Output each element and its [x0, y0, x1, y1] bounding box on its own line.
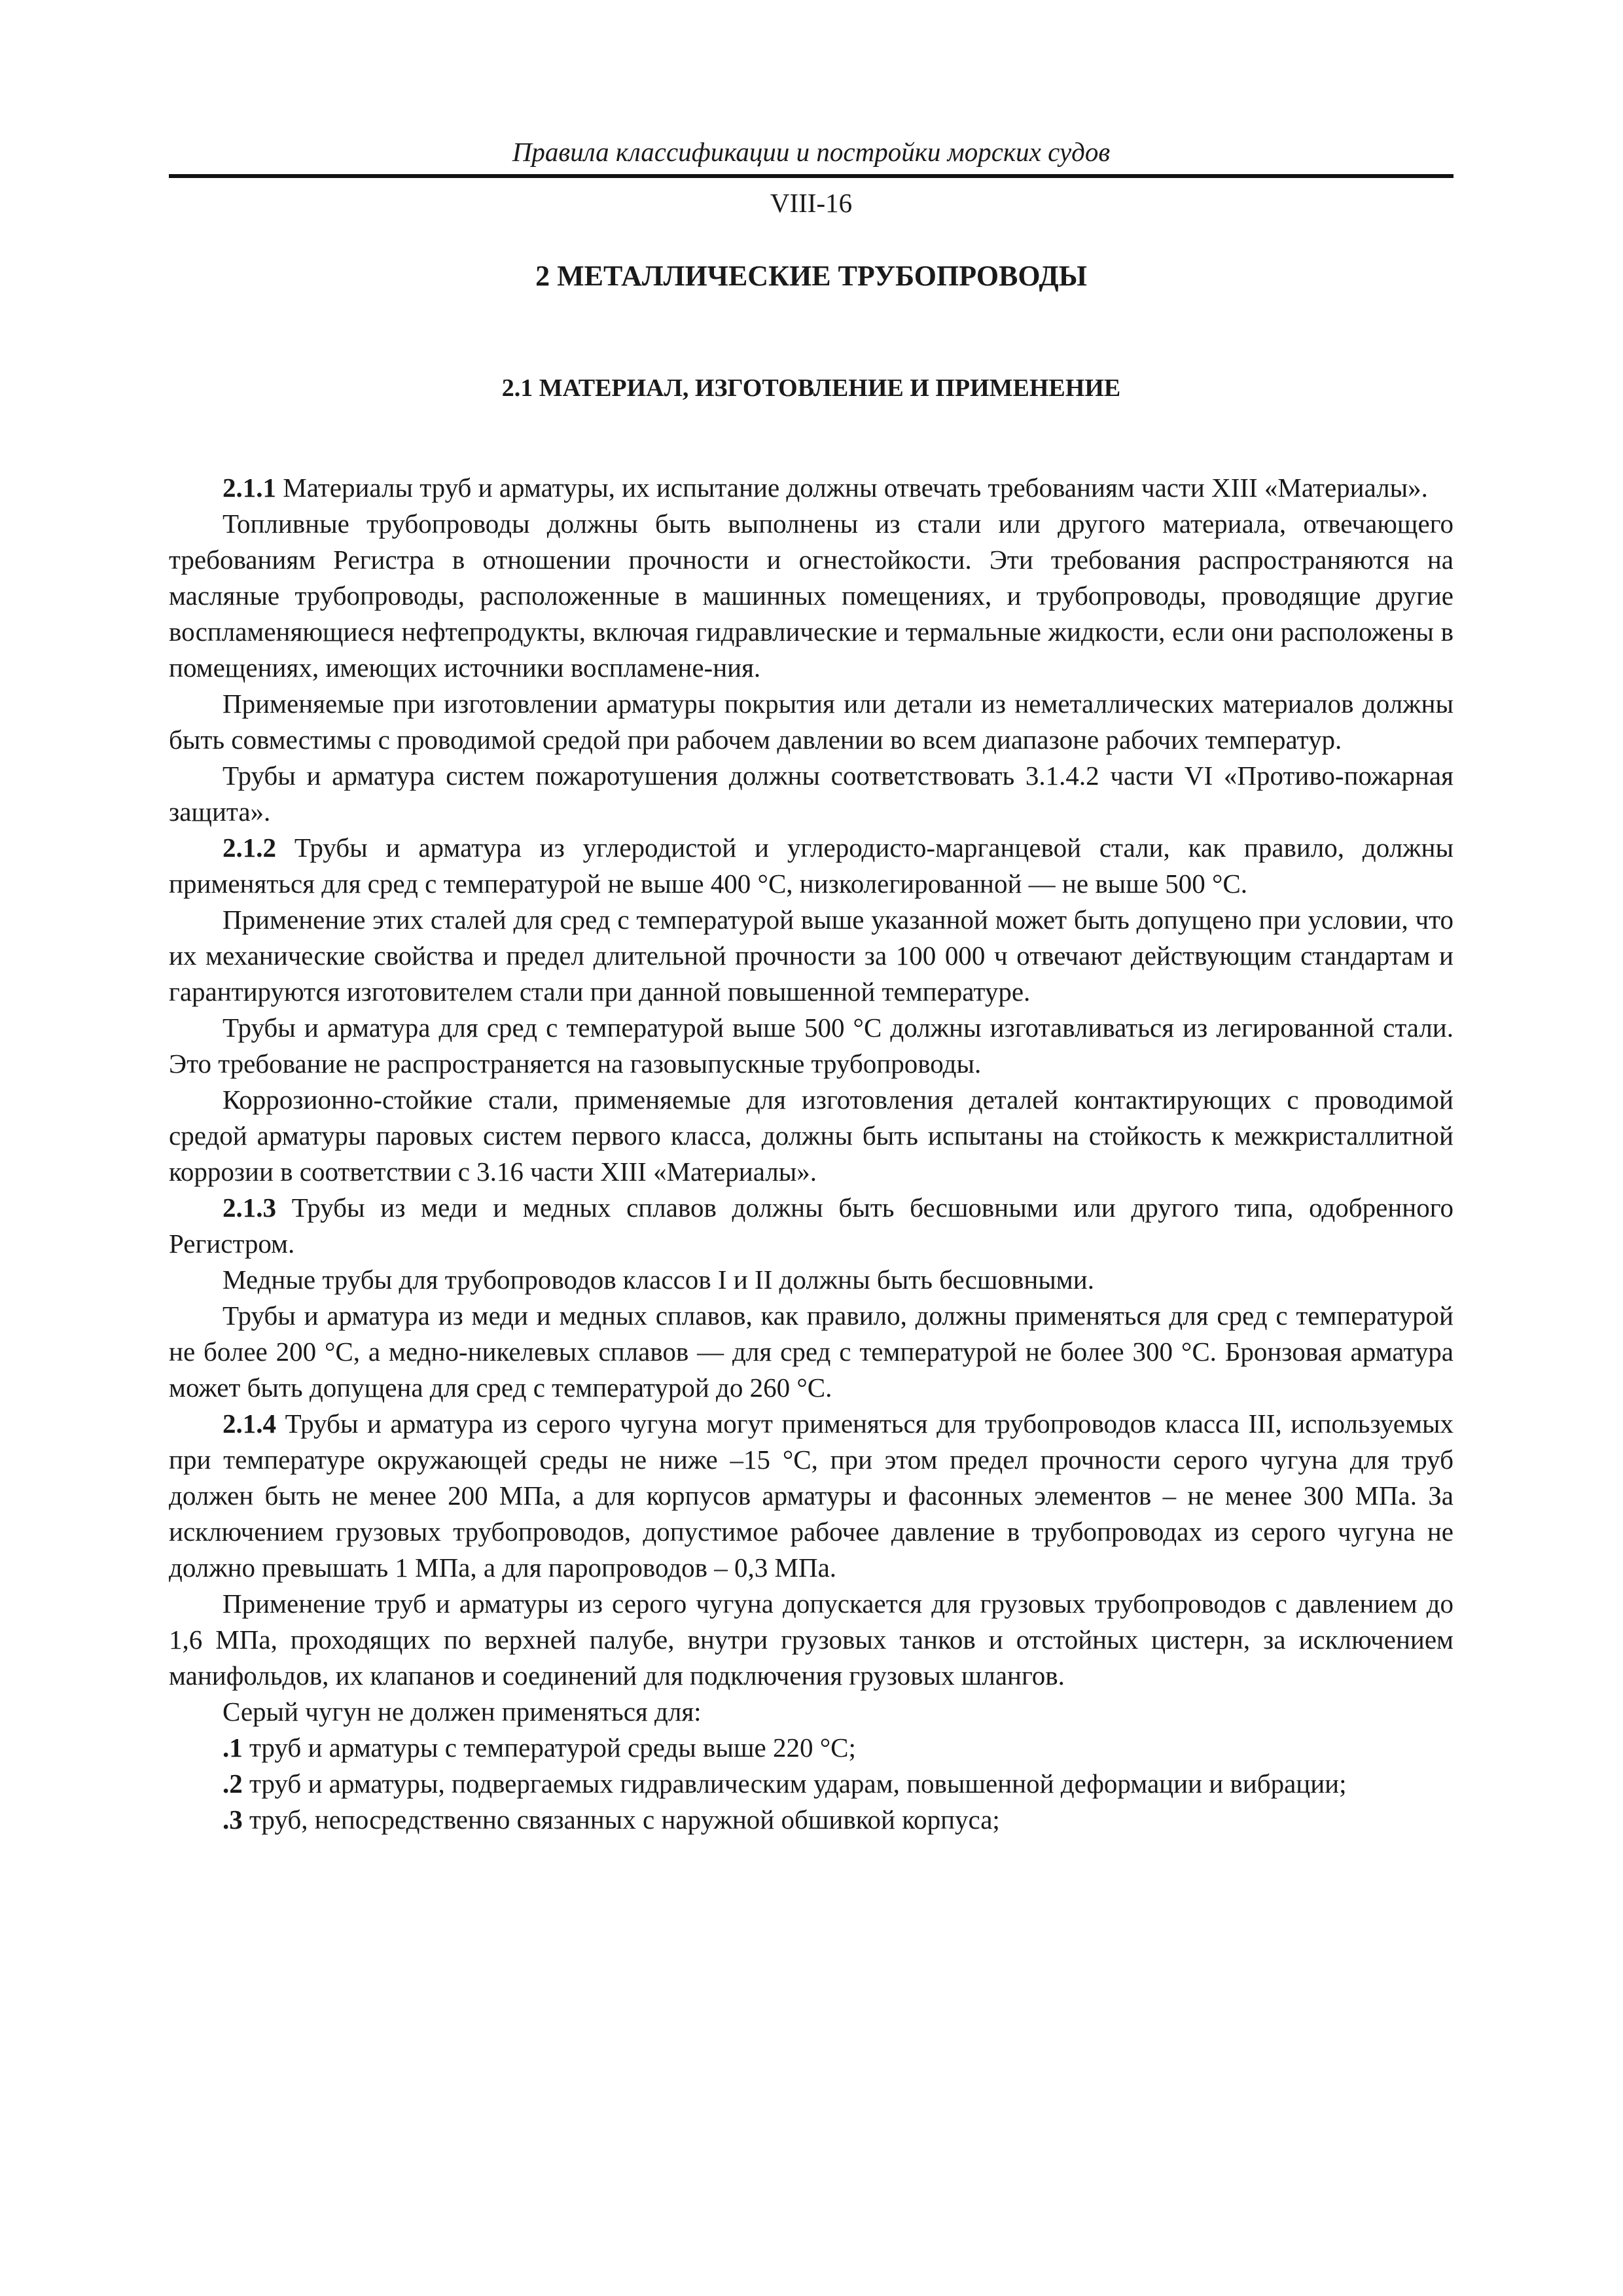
paragraph-text: Трубы и арматура из серого чугуна могут применяться для трубопроводов класса III, используемых при температуре окружающей среды не ниже –15 °С, при этом предел прочности серого чугуна для труб должен быть не менее 200 МПа, а для корпусов арматуры и фасонных элементов – не менее 300 МПа. За исключением грузовых трубопроводов, допустимое рабочее давление в трубопроводах из серого чугуна не должно превышать 1 МПа, а для паропроводов – 0,3 МПа. [169, 1408, 1454, 1583]
list-item-number: .1 [223, 1732, 243, 1763]
paragraph-text: Применение труб и арматуры из серого чугуна допускается для грузовых трубопроводов с давлением до 1,6 МПа, проходящих по верхней палубе, внутри грузовых танков и отстойных цистерн, за исключением манифольдов, их клапанов и соединений для подключения грузовых шлангов. [169, 1588, 1454, 1691]
paragraph [169, 902, 1454, 1010]
paragraph [169, 1262, 1454, 1298]
header-rule [169, 174, 1454, 178]
paragraph-text: Топливные трубопроводы должны быть выполнены из стали или другого материала, отвечающего требованиям Регистра в отношении прочности и огнестойкости. Эти требования распространяются на масляные трубопроводы, расположенные в машинных помещениях, и трубопроводы, проводящие другие воспламеняющиеся нефтепродукты, включая гидравлические и термальные жидкости, если они расположены в помещениях, имеющих источники воспламене-ния. [169, 509, 1454, 683]
running-header: Правила классификации и постройки морских судов [512, 137, 1111, 167]
clause-number: 2.1.2 [223, 833, 276, 863]
paragraph-text: Материалы труб и арматуры, их испытание должны отвечать требованиям части XIII «Материалы». [276, 473, 1428, 503]
paragraph [169, 506, 1454, 686]
paragraph-text: Применяемые при изготовлении арматуры покрытия или детали из неметаллических материалов должны быть совместимы с проводимой средой при рабочем давлении во всем диапазоне рабочих температур. [169, 689, 1454, 755]
list-item [169, 1802, 1454, 1838]
paragraph-text: Трубы и арматура систем пожаротушения должны соответствовать 3.1.4.2 части VI «Противо-пожарная защита». [169, 761, 1454, 827]
page-number: VIII-16 [770, 188, 853, 218]
list-item [169, 1730, 1454, 1766]
paragraph-text: Применение этих сталей для сред с температурой выше указанной может быть допущено при условии, что их механические свойства и предел длительной прочности за 100 000 ч отвечают действующим стандартам и гарантируются изготовителем стали при данной повышенной температуре. [169, 905, 1454, 1007]
paragraph-text: Коррозионно-стойкие стали, применяемые для изготовления деталей контактирующих с проводимой средой арматуры паровых систем первого класса, должны быть испытаны на стойкость к межкристаллитной коррозии в соответствии с 3.16 части XIII «Материалы». [169, 1085, 1454, 1187]
body-text [169, 470, 1454, 1838]
paragraph [169, 1190, 1454, 1262]
clause-number: 2.1.4 [223, 1408, 276, 1439]
paragraph [169, 470, 1454, 506]
paragraph [169, 758, 1454, 830]
list-item-number: .2 [223, 1768, 243, 1799]
clause-number: 2.1.3 [223, 1193, 276, 1223]
paragraph [169, 1298, 1454, 1406]
paragraph [169, 830, 1454, 902]
paragraph [169, 1586, 1454, 1694]
paragraph [169, 1010, 1454, 1082]
list-item-text: труб и арматуры, подвергаемых гидравлическим ударам, повышенной деформации и вибрации; [242, 1768, 1347, 1799]
paragraph [169, 686, 1454, 758]
paragraph-text: Трубы и арматура из меди и медных сплавов, как правило, должны применяться для сред с температурой не более 200 °С, а медно-никелевых сплавов — для сред с температурой не более 300 °С. Бронзовая арматура может быть допущена для сред с температурой до 260 °С. [169, 1300, 1454, 1403]
paragraph-text: Трубы из меди и медных сплавов должны быть бесшовными или другого типа, одобренного Регистром. [169, 1193, 1454, 1259]
section-title: 2.1 МАТЕРИАЛ, ИЗГОТОВЛЕНИЕ И ПРИМЕНЕНИЕ [501, 374, 1121, 402]
paragraph [169, 1694, 1454, 1730]
list-item-number: .3 [223, 1804, 243, 1835]
paragraph-text: Медные трубы для трубопроводов классов I и II должны быть бесшовными. [223, 1265, 1094, 1295]
paragraph [169, 1082, 1454, 1190]
list-item-text: труб, непосредственно связанных с наружной обшивкой корпуса; [242, 1804, 1000, 1835]
chapter-title: 2 МЕТАЛЛИЧЕСКИЕ ТРУБОПРОВОДЫ [535, 260, 1087, 292]
clause-number: 2.1.1 [223, 473, 276, 503]
list-item-text: труб и арматуры с температурой среды выше 220 °С; [242, 1732, 856, 1763]
paragraph-text: Трубы и арматура из углеродистой и углеродисто-марганцевой стали, как правило, должны применяться для сред с температурой не выше 400 °С, низколегированной — не выше 500 °С. [169, 833, 1454, 899]
paragraph-text: Трубы и арматура для сред с температурой выше 500 °С должны изготавливаться из легированной стали. Это требование не распространяется на газовыпускные трубопроводы. [169, 1013, 1454, 1079]
list-item [169, 1766, 1454, 1802]
paragraph-text: Серый чугун не должен применяться для: [223, 1696, 702, 1727]
paragraph [169, 1406, 1454, 1586]
